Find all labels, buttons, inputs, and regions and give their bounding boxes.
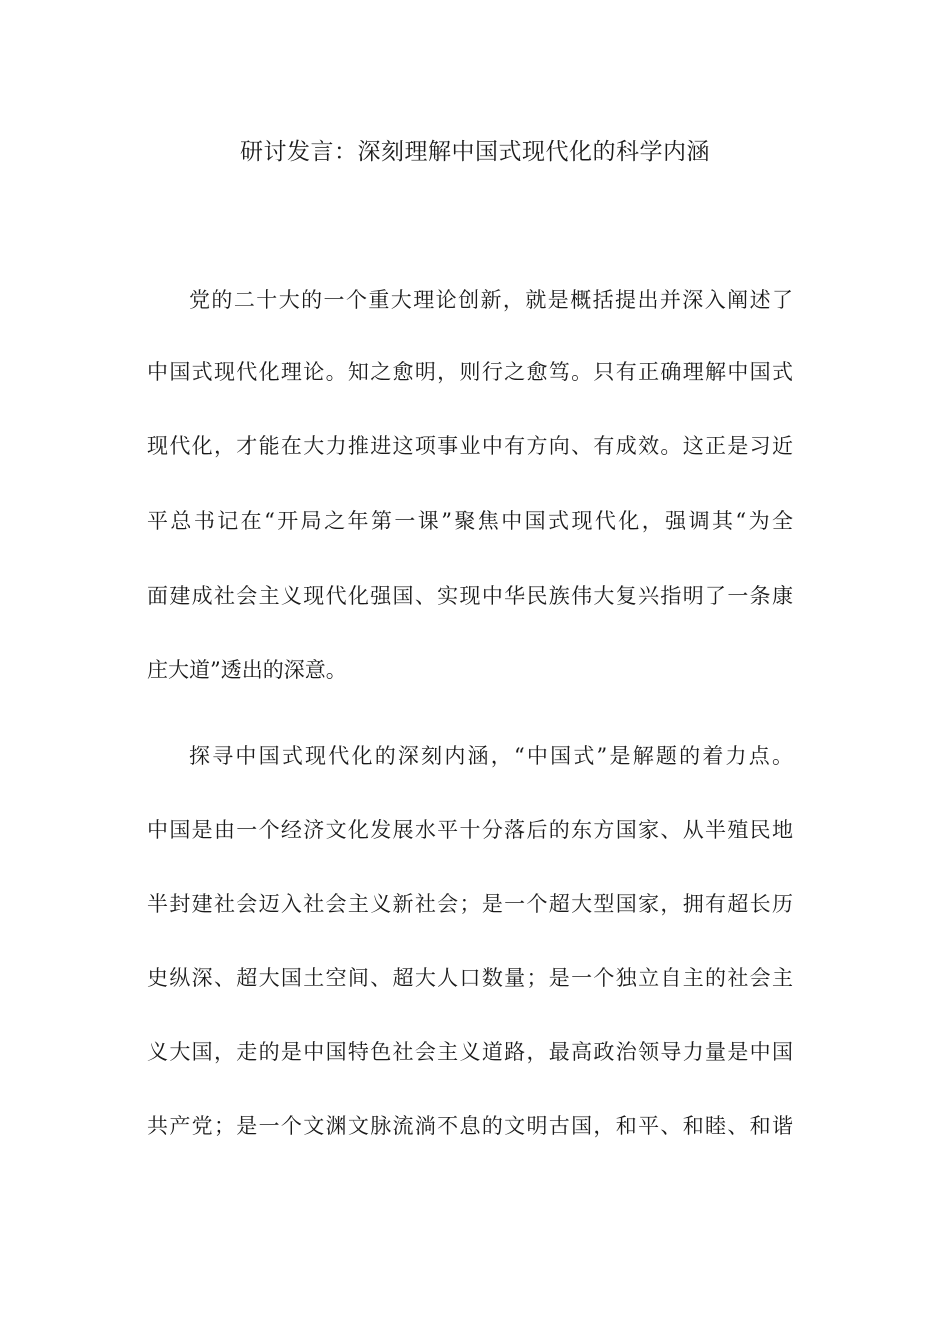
- paragraph-line: 共产党；是一个文渊文脉流淌不息的文明古国，和平、和睦、和谐: [147, 1114, 793, 1138]
- paragraph-line: 中国式现代化理论。知之愈明，则行之愈笃。只有正确理解中国式: [147, 360, 793, 384]
- paragraph-line: 平总书记在“开局之年第一课”聚焦中国式现代化，强调其“为全: [147, 509, 793, 533]
- paragraph-line: 庄大道”透出的深意。: [147, 658, 347, 682]
- paragraph-line: 半封建社会迈入社会主义新社会；是一个超大型国家，拥有超长历: [147, 892, 793, 916]
- paragraph-line: 面建成社会主义现代化强国、实现中华民族伟大复兴指明了一条康: [147, 584, 793, 608]
- paragraph-line: 史纵深、超大国土空间、超大人口数量；是一个独立自主的社会主: [147, 966, 793, 990]
- paragraph-line: 党的二十大的一个重大理论创新，就是概括提出并深入阐述了: [189, 288, 793, 312]
- paragraph-line: 义大国，走的是中国特色社会主义道路，最高政治领导力量是中国: [147, 1040, 793, 1064]
- paragraph-line: 探寻中国式现代化的深刻内涵，“中国式”是解题的着力点。: [189, 744, 793, 768]
- document-title: 研讨发言：深刻理解中国式现代化的科学内涵: [240, 139, 710, 165]
- paragraph-line: 中国是由一个经济文化发展水平十分落后的东方国家、从半殖民地: [147, 818, 793, 842]
- paragraph-line: 现代化，才能在大力推进这项事业中有方向、有成效。这正是习近: [147, 434, 793, 458]
